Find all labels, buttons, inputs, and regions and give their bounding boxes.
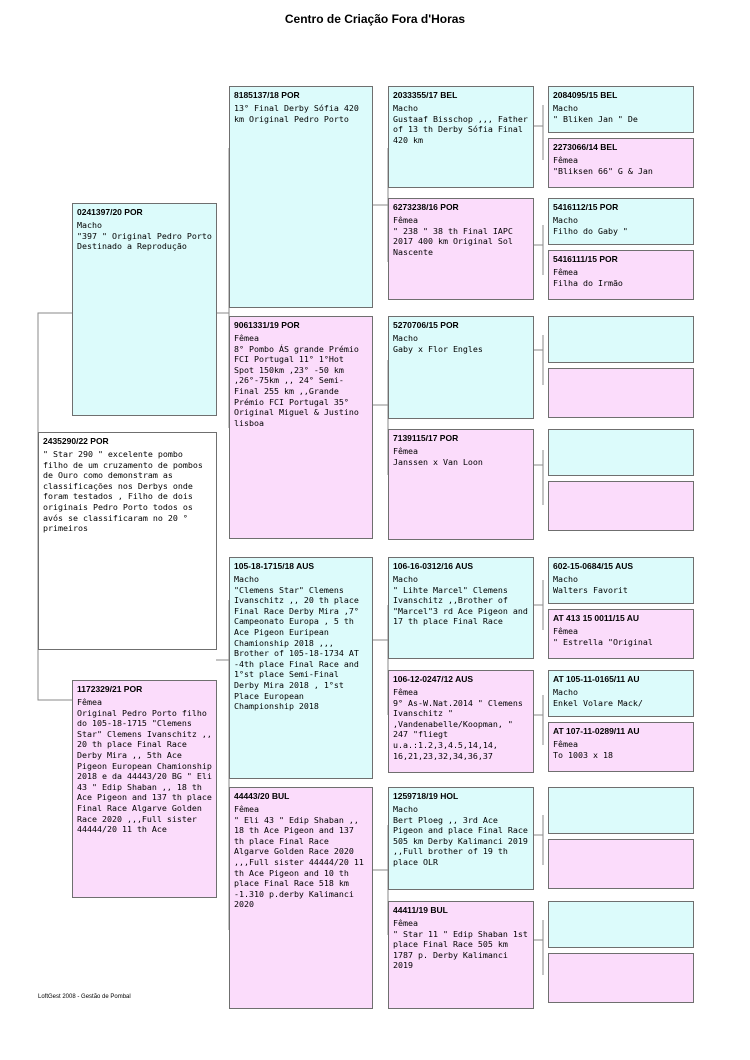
sex-label: Fêmea <box>393 446 418 456</box>
ring-number: 7139115/17 POR <box>393 433 459 443</box>
sdds-card[interactable] <box>548 429 694 476</box>
bird-info: Janssen x Van Loon <box>393 456 483 467</box>
ring-number: 5416112/15 POR <box>553 202 619 212</box>
ring-number: AT 107-11-0289/11 AU <box>553 726 640 736</box>
bird-info: Gustaaf Bisschop ,,, Father of 13 th Derby Sófia Final 420 km <box>393 113 528 145</box>
ring-number: 2435290/22 POR <box>43 436 109 446</box>
bird-info: Filho do Gaby " <box>553 225 628 236</box>
bird-info: "Clemens Star" Clemens Ivanschitz ,, 20 th place Final Race Derby Mira ,7° Campeonato Europa , 5 th Ace Pigeon Euripean Chamionship 2018 ,,, Brother of 105-18-1734 AT -4th place Final Race and 1°st place Semi-Final Derby Mira 2018 , 1°st Place European Championship 2018 <box>234 584 359 712</box>
dsd-card[interactable] <box>388 670 534 773</box>
sex-label: Macho <box>393 574 418 584</box>
dsdd-card[interactable] <box>548 722 694 772</box>
sex-label: Fêmea <box>234 333 259 343</box>
ring-number: 106-16-0312/16 AUS <box>393 561 474 571</box>
ssss-card[interactable] <box>548 86 694 133</box>
sex-label: Macho <box>393 103 418 113</box>
sdsd-card[interactable] <box>548 368 694 418</box>
dam-dam-card[interactable] <box>229 787 373 1009</box>
ddd-card[interactable] <box>388 901 534 1009</box>
sex-label: Macho <box>77 220 102 230</box>
ring-number: 44411/19 BUL <box>393 905 448 915</box>
sss-card[interactable] <box>388 86 534 188</box>
ring-number: 8185137/18 POR <box>234 90 300 100</box>
ring-number: 5416111/15 POR <box>553 254 618 264</box>
footer-credit: LoftGest 2008 - Gestão de Pombal <box>38 994 131 1000</box>
sdd-card[interactable] <box>388 429 534 540</box>
sex-label: Macho <box>234 574 259 584</box>
bird-info: " 238 " 38 th Final IAPC 2017 400 km Original Sol Nascente <box>393 225 513 257</box>
bird-info: " Eli 43 " Edip Shaban ,, 18 th Ace Pigeon and 137 th place Final Race Algarve Golden Race 2020 ,,,Full sister 44444/20 11 th Ace Pigeon and 10 th place Final Race 518 km -1.310 p.derby Kalimanci 2020 <box>234 814 364 910</box>
bird-info: Gaby x Flor Engles <box>393 343 483 354</box>
sex-label: Fêmea <box>393 687 418 697</box>
dam-card[interactable] <box>72 680 217 898</box>
ring-number: 2033355/17 BEL <box>393 90 458 100</box>
ddds-card[interactable] <box>548 901 694 948</box>
dsds-card[interactable] <box>548 670 694 717</box>
dam-sire-card[interactable] <box>229 557 373 779</box>
sex-label: Fêmea <box>393 918 418 928</box>
sex-label: Fêmea <box>553 626 578 636</box>
ring-number: AT 105-11-0165/11 AU <box>553 674 640 684</box>
sex-label: Fêmea <box>553 155 578 165</box>
ddss-card[interactable] <box>548 787 694 834</box>
bird-info: Filha do Irmão <box>553 277 623 288</box>
bird-info: Enkel Volare Mack/ <box>553 697 643 708</box>
bird-info: "397 " Original Pedro Porto Destinado a Reprodução <box>77 230 212 252</box>
ring-number: 9061331/19 POR <box>234 320 300 330</box>
dsss-card[interactable] <box>548 557 694 604</box>
sex-label: Macho <box>553 687 578 697</box>
bird-info: " Star 11 " Edip Shaban 1st place Final Race 505 km 1787 p. Derby Kalimanci 2019 <box>393 928 528 971</box>
sex-label: Fêmea <box>553 739 578 749</box>
sire-sire-card[interactable] <box>229 86 373 308</box>
page-title: Centro de Criação Fora d'Horas <box>284 12 466 26</box>
sire-dam-card[interactable] <box>229 316 373 539</box>
sex-label: Fêmea <box>553 267 578 277</box>
bird-info: Walters Favorit <box>553 584 628 595</box>
sssd-card[interactable] <box>548 138 694 188</box>
ring-number: 105-18-1715/18 AUS <box>234 561 315 571</box>
ring-number: 602-15-0684/15 AUS <box>553 561 634 571</box>
sex-label: Macho <box>393 804 418 814</box>
subject-card[interactable] <box>38 432 217 650</box>
sdss-card[interactable] <box>548 316 694 363</box>
bird-info: " Bliken Jan " De <box>553 113 638 124</box>
sex-label: Fêmea <box>393 215 418 225</box>
ring-number: 1259718/19 HOL <box>393 791 459 801</box>
ssds-card[interactable] <box>548 198 694 245</box>
sex-label: Macho <box>553 215 578 225</box>
ring-number: 2273066/14 BEL <box>553 142 618 152</box>
bird-info: Bert Ploeg ,, 3rd Ace Pigeon and place Final Race 505 km Derby Kalimanci 2019 ,,Full brother of 19 th place OLR <box>393 814 528 867</box>
sex-label: Macho <box>393 333 418 343</box>
sire-card[interactable] <box>72 203 217 416</box>
sex-label: Fêmea <box>234 804 259 814</box>
bird-info: 8° Pombo ÁS grande Prémio FCI Portugal 11° 1°Hot Spot 150km ,23° -50 km ,26°-75km ,, 24° Semi-Final 255 km ,,Grande Prémio FCI Portugal 35° Original Miguel & Justino lisboa <box>234 343 359 428</box>
dds-card[interactable] <box>388 787 534 890</box>
bird-info: " Star 290 " excelente pombo filho de um cruzamento de pombos de Ouro como demonstram as classificações nos Derbys onde foram testados , Filho de dois originais Pedro Porto todos os avós se classificaram no 20 ° primeiros <box>43 449 203 534</box>
dddd-card[interactable] <box>548 953 694 1003</box>
sex-label: Macho <box>553 103 578 113</box>
bird-info: Original Pedro Porto filho do 105-18-1715 "Clemens Star" Clemens Ivanschitz ,, 20 th place Final Race Derby Mira ,, 5th Ace Pigeon European Chamionship 2018 e da 44443/20 BG " Eli 43 " Edip Shaban ,, 18 th Ace Pigeon and 137 th place Final Race Algarve Golden Race 2020 ,,,Full sister 44444/20 11 th Ace <box>77 707 212 835</box>
sex-label: Macho <box>553 574 578 584</box>
bird-info: To 1003 x 18 <box>553 749 613 760</box>
ring-number: 5270706/15 POR <box>393 320 459 330</box>
bird-info: " Estrella "Original <box>553 636 653 647</box>
ring-number: AT 413 15 0011/15 AU <box>553 613 640 623</box>
dssd-card[interactable] <box>548 609 694 659</box>
bird-info: "Bliksen 66" G & Jan <box>553 165 653 176</box>
ring-number: 44443/20 BUL <box>234 791 290 801</box>
bird-info: 13° Final Derby Sófia 420 km Original Pedro Porto <box>234 103 359 124</box>
ssdd-card[interactable] <box>548 250 694 300</box>
ring-number: 6273238/16 POR <box>393 202 459 212</box>
sex-label: Fêmea <box>77 697 102 707</box>
ring-number: 106-12-0247/12 AUS <box>393 674 474 684</box>
ring-number: 1172329/21 POR <box>77 684 143 694</box>
dss-card[interactable] <box>388 557 534 659</box>
bird-info: 9° As-W.Nat.2014 " Clemens Ivanschitz " ,Vandenabelle/Koopman, " 247 "fliegt u.a.:1.2,3,4.5,14,14, 16,21,23,32,34,36,37 <box>393 697 523 761</box>
ring-number: 2084095/15 BEL <box>553 90 618 100</box>
sds-card[interactable] <box>388 316 534 419</box>
bird-info: " Lihte Marcel" Clemens Ivanschitz ,,Brother of "Marcel"3 rd Ace Pigeon and 17 th place Final Race <box>393 584 528 627</box>
ddsd-card[interactable] <box>548 839 694 889</box>
ring-number: 0241397/20 POR <box>77 207 143 217</box>
sddd-card[interactable] <box>548 481 694 531</box>
ssd-card[interactable] <box>388 198 534 300</box>
